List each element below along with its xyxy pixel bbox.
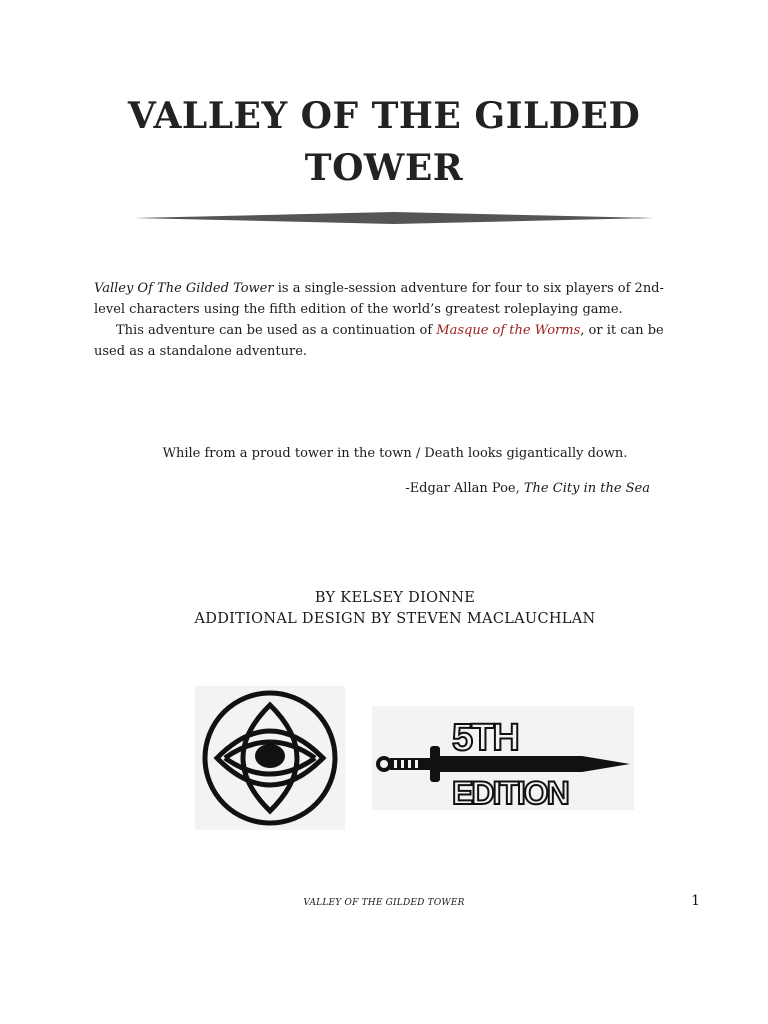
credits <box>84 588 706 630</box>
running-footer-title: VALLEY OF THE GILDED TOWER <box>303 898 465 908</box>
attribution-author: -Edgar Allan Poe, <box>405 481 524 496</box>
intro-paragraph-2 <box>94 320 694 362</box>
page-number: 1 <box>691 893 700 909</box>
author-credit: BY KELSEY DIONNE <box>314 590 476 606</box>
title-line-2: TOWER <box>304 147 464 189</box>
intro-paragraph-1-text: is a single-session adventure for four to six players of 2nd-level characters using the fifth edition of the world’s greatest roleplaying game. <box>94 281 664 317</box>
intro-paragraph-1 <box>94 278 694 320</box>
document-title <box>84 90 684 194</box>
fifth-edition-logo <box>372 706 634 810</box>
attribution-work: The City in the Sea <box>523 481 650 496</box>
edition-number: 5TH <box>452 717 518 759</box>
masque-of-the-worms-link[interactable]: Masque of the Worms <box>436 323 581 338</box>
additional-design-credit: ADDITIONAL DESIGN BY STEVEN MACLAUCHLAN <box>194 611 596 627</box>
title-line-1: VALLEY OF THE GILDED <box>127 95 641 137</box>
epigraph-quote: While from a proud tower in the town / Death looks gigantically down. <box>162 446 628 461</box>
adventure-name: Valley Of The Gilded Tower <box>94 281 274 296</box>
eye-in-circle-icon <box>195 686 345 830</box>
title-divider <box>134 210 654 226</box>
epigraph-attribution <box>250 481 650 496</box>
intro-paragraph-2-end: , or it can be used as a standalone adventure. <box>94 323 664 359</box>
edition-word: EDITION <box>452 775 568 810</box>
intro-paragraph-2-start: This adventure can be used as a continuation of <box>116 323 437 338</box>
intro-text <box>94 278 694 362</box>
